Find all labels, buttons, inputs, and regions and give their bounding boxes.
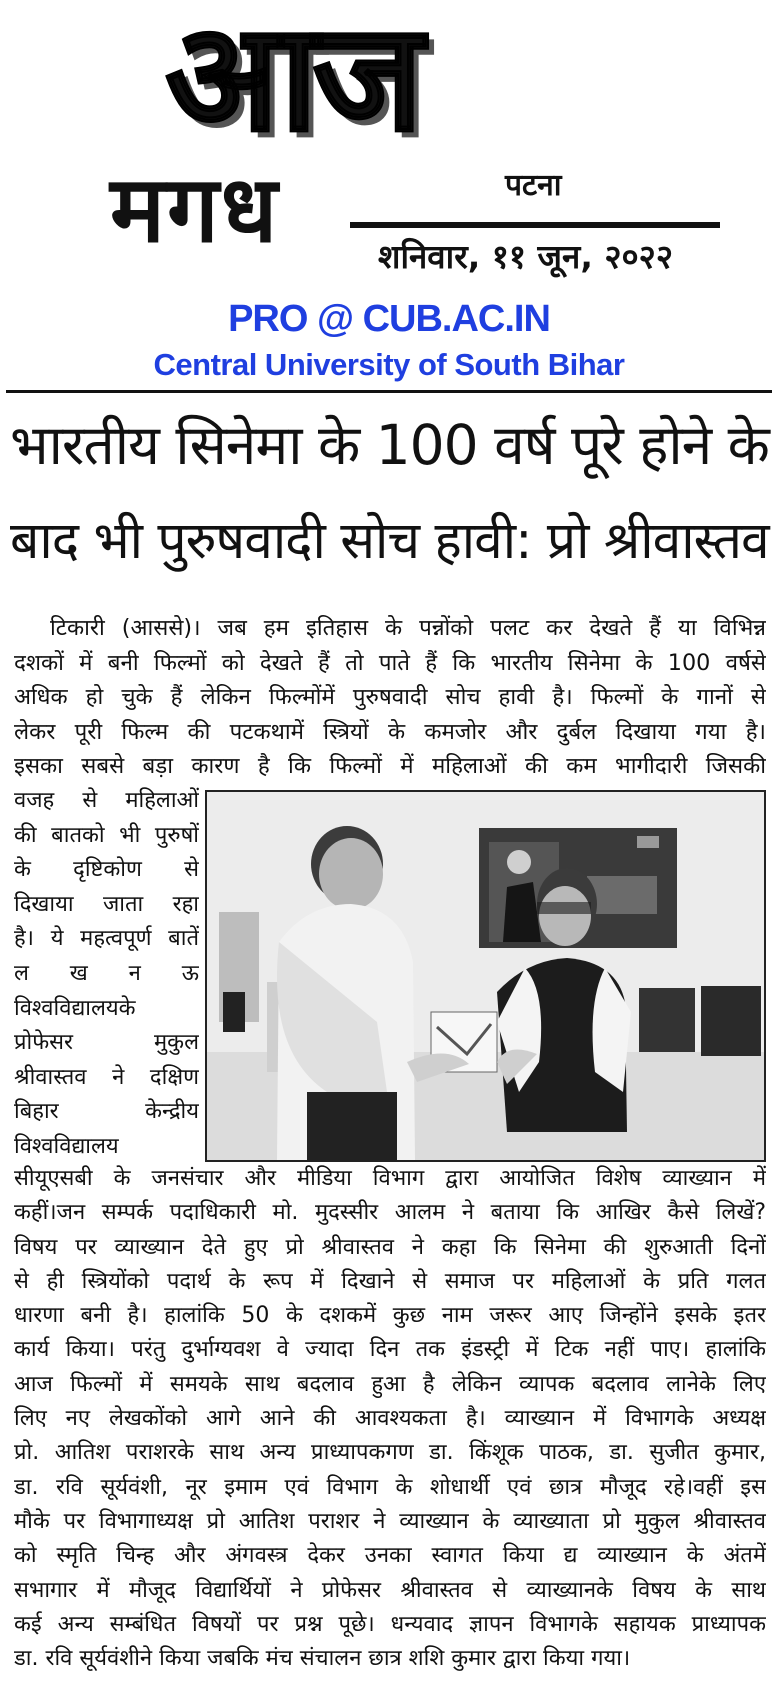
newspaper-logo: आज (165, 0, 418, 165)
photo-felicitation-image (205, 790, 766, 1162)
regional-edition-logo: मगध (110, 156, 280, 263)
article-line: विश्वविद्यालयके (14, 995, 136, 1021)
headline-line-2: बाद भी पुरुषवादी सोच हावी: प्रो श्रीवास्तव (10, 511, 769, 571)
article-line: है। ये महत्वपूर्ण बातें (14, 926, 199, 952)
article-line: से ही स्त्रियोंको पदार्थ के रूप में दिखाने से समाज पर महिलाओं के प्रति गलत (14, 1268, 766, 1294)
article-line: विषय पर व्याख्यान देते हुए प्रो श्रीवास्तव ने कहा कि सिनेमा की शुरुआती दिनों (14, 1234, 766, 1260)
headline-line-1: भारतीय सिनेमा के 100 वर्ष पूरे होने के (10, 413, 769, 477)
article-side-column (14, 784, 199, 1165)
article-line: आज फिल्मों में समयके साथ बदलाव हुआ है लेकिन व्यापक बदलाव लानेके लिए (14, 1371, 766, 1397)
article-line: सीयूएसबी के जनसंचार और मीडिया विभाग द्वारा आयोजित विशेष व्याख्यान में (14, 1166, 766, 1191)
article-line: दिखाया जाता रहा (14, 891, 199, 917)
article-line: लेकर पूरी फिल्म की पटकथामें स्त्रियों के कमजोर और दुर्बल दिखाया गया है। (14, 718, 766, 745)
article-line: कार्य किया। परंतु दुर्भाग्यवश वे ज्यादा दिन तक इंडस्ट्री में टिक नहीं पाए। हालांकि (14, 1337, 766, 1363)
article-line: बिहार केन्द्रीय (14, 1099, 199, 1125)
article-line: प्रो. आतिश पराशरके साथ अन्य प्राध्यापकगण डा. किंशूक पाठक, डा. सुजीत कुमार, (14, 1440, 766, 1466)
article-line: श्रीवास्तव ने दक्षिण (14, 1064, 199, 1090)
masthead-rule (350, 222, 720, 228)
university-name: Central University of South Bihar (153, 347, 625, 382)
article-line: विश्वविद्यालय (14, 1133, 119, 1159)
article-line: के दृष्टिकोण से (14, 857, 199, 883)
article-line: मौके पर विभागाध्यक्ष प्रो आतिश पराशर ने व्याख्यान के व्याख्याता प्रो मुकुल श्रीवास्तव (14, 1508, 766, 1534)
article-line: डा. रवि सूर्यवंशीने किया जबकि मंच संचालन छात्र शशि कुमार द्वारा किया गया। (14, 1646, 631, 1672)
article-line: प्रोफेसर मुकुल (14, 1030, 199, 1056)
article-line: कहीं।जन सम्पर्क पदाधिकारी मो. मुदस्सीर आलम ने बताया कि आखिर कैसे लिखें? (14, 1200, 766, 1226)
article-line: ल ख न ऊ (14, 960, 199, 986)
article-line: वजह से महिलाओं (14, 788, 199, 813)
header-divider (6, 390, 772, 393)
article-line: इसका सबसे बड़ा कारण है कि फिल्मों में महिलाओं की कम भागीदारी जिसकी (14, 753, 766, 780)
article-body (14, 1162, 766, 1676)
publication-date: शनिवार, ११ जून, २०२२ (378, 237, 673, 276)
article-line: दशकों में बनी फिल्मों को देखते हैं तो पाते हैं कि भारतीय सिनेमा के 100 वर्षसे (14, 649, 766, 676)
article-line: धारणा बनी है। हालांकि 50 के दशकमें कुछ नाम जरूर आए जिन्होंने इसके इतर (14, 1303, 766, 1329)
article-line: डा. रवि सूर्यवंशी, नूर इमाम एवं विभाग के शोधार्थी एवं छात्र मौजूद रहे।वहीं इस (14, 1474, 766, 1500)
article-line: लिए नए लेखकोंको आगे आने की आवश्यकता है। व्याख्यान में विभागके अध्यक्ष (14, 1406, 766, 1432)
article-line: कई अन्य सम्बंधित विषयों पर प्रश्न पूछे। धन्यवाद ज्ञापन विभागके सहायक प्राध्यापक (14, 1611, 766, 1637)
article-line: को स्मृति चिन्ह और अंगवस्त्र देकर उनका स्वागत किया द्य व्याख्यान के अंतमें (14, 1543, 766, 1569)
edition-city: पटना (505, 168, 562, 203)
article-line: अधिक हो चुके हैं लेकिन फिल्मोंमें पुरुषवादी सोच हावी है। फिल्मों के गानों से (14, 684, 766, 711)
article-intro (14, 611, 766, 784)
pro-email-label: PRO @ CUB.AC.IN (228, 298, 550, 340)
article-line: टिकारी (आससे)। जब हम इतिहास के पन्नोंको पलट कर देखते हैं या विभिन्न (50, 615, 766, 641)
article-line: सभागार में मौजूद विद्यार्थियों ने प्रोफेसर श्रीवास्तव से व्याख्यानके विषय के साथ (14, 1577, 766, 1603)
article-line: की बातको भी पुरुषों (14, 822, 199, 848)
